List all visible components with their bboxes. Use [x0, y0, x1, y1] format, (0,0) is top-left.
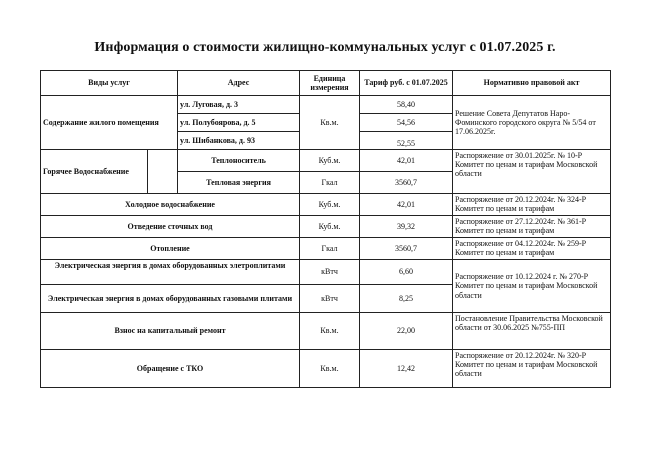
unit-cell: кВтч: [300, 260, 360, 285]
service-cell: Содержание жилого помещения: [41, 96, 178, 150]
service-cell: Электрическая энергия в домах оборудованных элетроплитами: [41, 260, 300, 285]
address-cell: ул. Полубоярова, д. 5: [178, 114, 300, 132]
tariff-cell: 8,25: [360, 285, 453, 313]
act-cell: Распоряжение от 04.12.2024г. № 259-Р Комитет по ценам и тарифам: [453, 238, 611, 260]
component-cell: Теплоноситель: [178, 150, 300, 172]
table-row: [41, 216, 611, 238]
unit-cell: Куб.м.: [300, 216, 360, 238]
page-title: Информация о стоимости жилищно-коммунальных услуг с 01.07.2025 г.: [94, 40, 556, 55]
tariff-cell: 6,60: [360, 260, 453, 285]
unit-cell: Гкал: [300, 238, 360, 260]
table-row: [41, 238, 611, 260]
header-unit: Единица измерения: [300, 71, 360, 96]
unit-cell: Кв.м.: [300, 350, 360, 388]
tariff-cell: 3560,7: [360, 238, 453, 260]
act-cell: Распоряжение от 20.12.2024г. № 320-Р Комитет по ценам и тарифам Московской области: [453, 350, 611, 388]
unit-cell: Куб.м.: [300, 150, 360, 172]
tariff-cell: 22,00: [360, 313, 453, 350]
tariff-cell: 42,01: [360, 194, 453, 216]
act-cell: Распоряжение от 27.12.2024г. № 361-Р Комитет по ценам и тарифам: [453, 216, 611, 238]
act-cell: Постановление Правительства Московской области от 30.06.2025 №755-ПП: [453, 313, 611, 350]
service-cell: Взнос на капитальный ремонт: [41, 313, 300, 350]
act-cell: Распоряжение от 10.12.2024 г. № 270-Р Комитет по ценам и тарифам Московской области: [453, 260, 611, 313]
table-row: [41, 350, 611, 388]
unit-cell: Куб.м.: [300, 194, 360, 216]
service-cell: Горячее Водоснабжение: [41, 150, 148, 194]
tariff-cell: 12,42: [360, 350, 453, 388]
address-cell: ул. Луговая, д. 3: [178, 96, 300, 114]
address-cell: ул. Шибанкова, д. 93: [178, 132, 300, 150]
service-cell: Отопление: [41, 238, 300, 260]
header-act: Нормативно правовой акт: [453, 71, 611, 96]
header-tariff: Тариф руб. с 01.07.2025: [360, 71, 453, 96]
tariff-cell: 42,01: [360, 150, 453, 172]
unit-cell: Кв.м.: [300, 313, 360, 350]
table-header-row: [41, 71, 611, 96]
tariff-table: [40, 70, 611, 388]
header-address: Адрес: [178, 71, 300, 96]
tariff-cell: 39,32: [360, 216, 453, 238]
service-cell: Отведение сточных вод: [41, 216, 300, 238]
table-row: [41, 96, 611, 114]
act-cell: Решение Совета Депутатов Наро-Фоминского городского округа № 5/54 от 17.06.2025г.: [453, 96, 611, 150]
tariff-cell: 54,56: [360, 114, 453, 132]
unit-cell: кВтч: [300, 285, 360, 313]
tariff-cell: 3560,7: [360, 172, 453, 194]
tariff-cell: 58,40: [360, 96, 453, 114]
empty-cell: [148, 150, 178, 194]
unit-cell: Кв.м.: [300, 96, 360, 150]
tariff-cell: 52,55: [360, 132, 453, 150]
component-cell: Тепловая энергия: [178, 172, 300, 194]
act-cell: Распоряжение от 30.01.2025г. № 10-Р Комитет по ценам и тарифам Московской области: [453, 150, 611, 194]
header-service: Виды услуг: [41, 71, 178, 96]
table-row: [41, 313, 611, 350]
service-cell: Обращение с ТКО: [41, 350, 300, 388]
service-cell: Электрическая энергия в домах оборудованных газовыми плитами: [41, 285, 300, 313]
table-row: [41, 194, 611, 216]
act-cell: Распоряжение от 20.12.2024г. № 324-Р Комитет по ценам и тарифам: [453, 194, 611, 216]
service-cell: Холодное водоснабжение: [41, 194, 300, 216]
table-row: [41, 260, 611, 285]
table-row: [41, 150, 611, 172]
unit-cell: Гкал: [300, 172, 360, 194]
